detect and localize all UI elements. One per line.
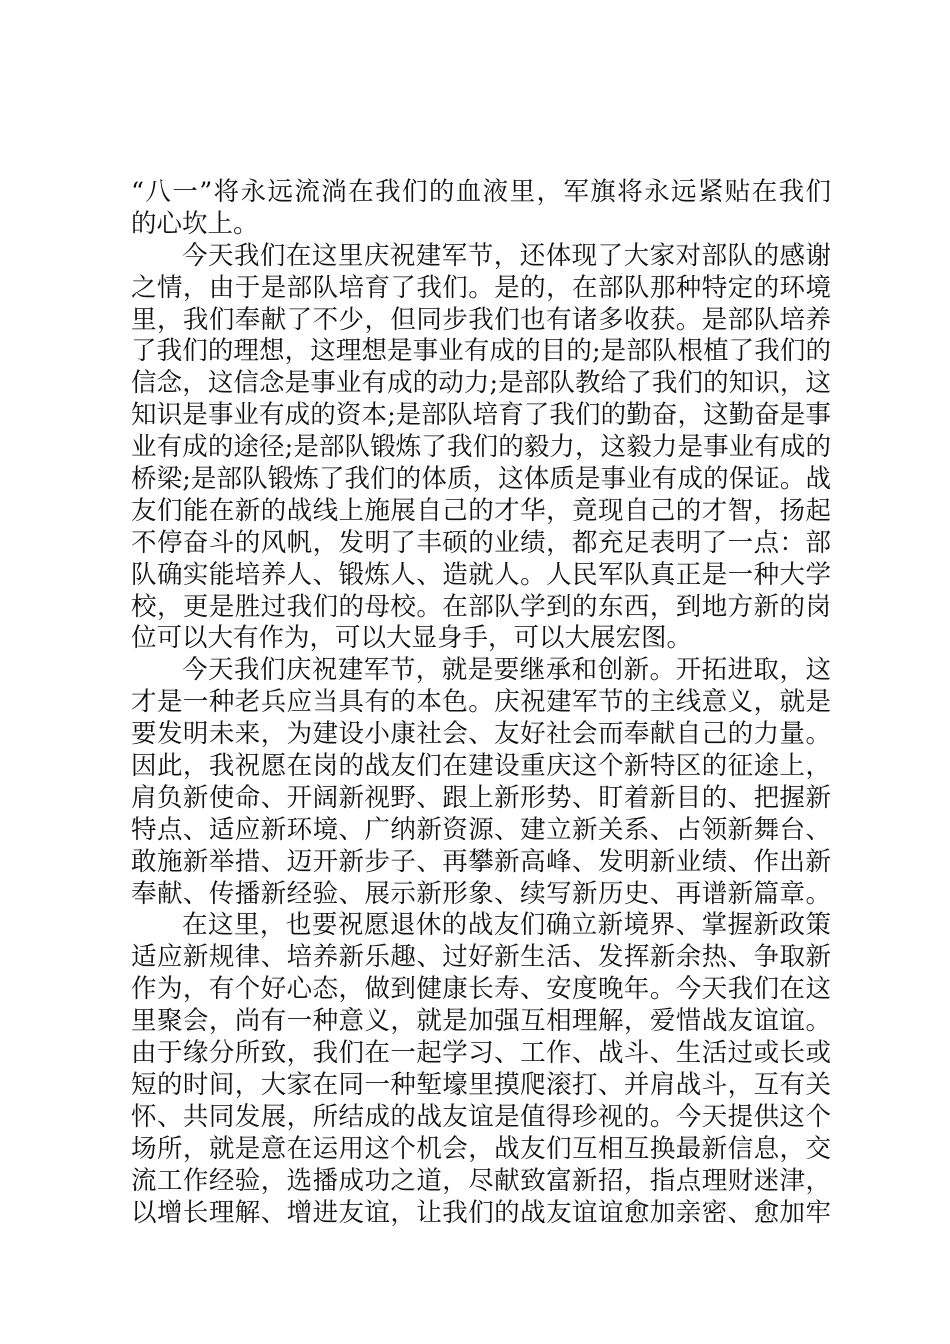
paragraph-first-line: 今天我们庆祝建军节，就是要继承和创新。开拓进取，这 — [182, 655, 831, 686]
text-line: 里，我们奉献了不少，但同步我们也有诸多收获。是部队培养 — [131, 304, 831, 335]
text-line: 敢施新举措、迈开新步子、再攀新高峰、发明新业绩、作出新 — [131, 846, 831, 877]
text-line: 才是一种老兵应当具有的本色。庆祝建军节的主线意义，就是 — [131, 687, 831, 718]
text-line: 校，更是胜过我们的母校。在部队学到的东西，到地方新的岗 — [131, 591, 831, 622]
text-line: 奉献、传播新经验、展示新形象、续写新历史、再谱新篇章。 — [131, 878, 831, 909]
text-line: 流工作经验，选播成功之道，尽献致富新招，指点理财迷津， — [131, 1165, 831, 1196]
text-line: 业有成的途径;是部队锻炼了我们的毅力，这毅力是事业有成的 — [131, 432, 831, 463]
text-line: 短的时间，大家在同一种堑壕里摸爬滚打、并肩战斗，互有关 — [131, 1069, 831, 1100]
text-line: 里聚会，尚有一种意义，就是加强互相理解，爱惜战友谊谊。 — [131, 1006, 831, 1037]
text-line: 的心坎上。 — [131, 208, 259, 239]
text-line: 知识是事业有成的资本;是部队培育了我们的勤奋，这勤奋是事 — [131, 400, 831, 431]
text-line: 作为，有个好心态，做到健康长寿、安度晚年。今天我们在这 — [131, 974, 831, 1005]
text-line: 友们能在新的战线上施展自己的才华，竟现自己的才智，扬起 — [131, 495, 831, 526]
text-line: 队确实能培养人、锻炼人、造就人。人民军队真正是一种大学 — [131, 559, 831, 590]
text-line: 因此，我祝愿在岗的战友们在建设重庆这个新特区的征途上， — [131, 751, 831, 782]
text-line: 由于缘分所致，我们在一起学习、工作、战斗、生活过或长或 — [131, 1038, 831, 1069]
text-line: 桥梁;是部队锻炼了我们的体质，这体质是事业有成的保证。战 — [131, 464, 831, 495]
text-line: 要发明未来，为建设小康社会、友好社会而奉献自己的力量。 — [131, 719, 831, 750]
text-line: 位可以大有作为，可以大显身手，可以大展宏图。 — [131, 623, 693, 654]
text-line: 肩负新使命、开阔新视野、跟上新形势、盯着新目的、把握新 — [131, 782, 831, 813]
body-text — [131, 177, 831, 1229]
paragraph-first-line: 在这里，也要祝愿退休的战友们确立新境界、掌握新政策 — [182, 910, 831, 941]
text-line: 信念，这信念是事业有成的动力;是部队教给了我们的知识，这 — [131, 368, 831, 399]
text-line: 了我们的理想，这理想是事业有成的目的;是部队根植了我们的 — [131, 336, 831, 367]
text-line: 以增长理解、增进友谊，让我们的战友谊谊愈加亲密、愈加牢 — [131, 1197, 831, 1228]
text-line: “八一”将永远流淌在我们的血液里，军旗将永远紧贴在我们 — [131, 177, 831, 207]
text-line: 场所，就是意在运用这个机会，战友们互相互换最新信息，交 — [131, 1133, 831, 1164]
text-line: 之情，由于是部队培育了我们。是的，在部队那种特定的环境 — [131, 272, 831, 303]
paragraph-first-line: 今天我们在这里庆祝建军节，还体现了大家对部队的感谢 — [182, 240, 831, 271]
text-line: 怀、共同发展，所结成的战友谊是值得珍视的。今天提供这个 — [131, 1101, 831, 1132]
text-line: 适应新规律、培养新乐趣、过好新生活、发挥新余热、争取新 — [131, 942, 831, 973]
text-line: 不停奋斗的风帆，发明了丰硕的业绩，都充足表明了一点：部 — [131, 527, 831, 558]
text-line: 特点、适应新环境、广纳新资源、建立新关系、占领新舞台、 — [131, 814, 831, 845]
